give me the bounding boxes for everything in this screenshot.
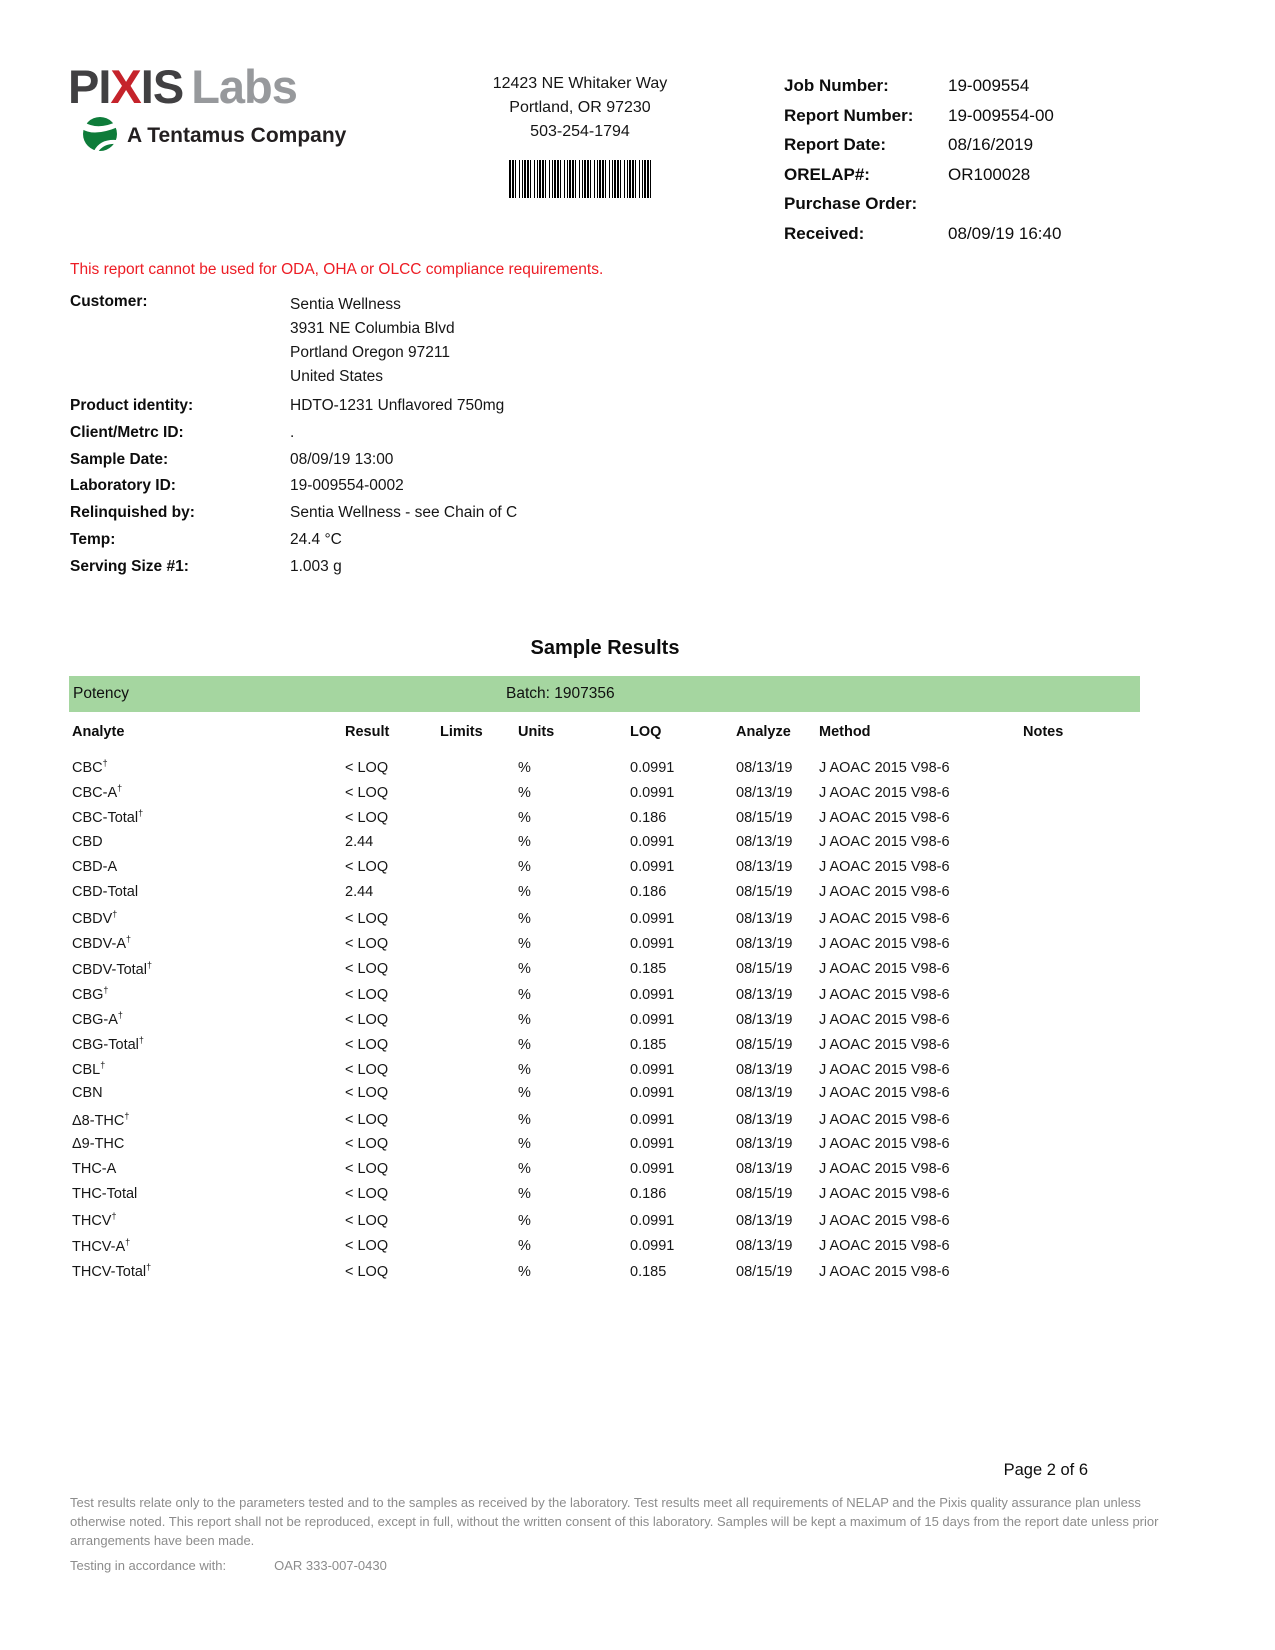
sample-detail-value: 08/09/19 13:00 xyxy=(290,450,394,468)
method-cell: J AOAC 2015 V98-6 xyxy=(819,833,950,850)
loq-cell: 0.0991 xyxy=(630,759,675,776)
loq-cell: 0.0991 xyxy=(630,910,675,927)
units-cell: % xyxy=(518,1135,531,1152)
units-cell: % xyxy=(518,1161,531,1177)
method-cell: J AOAC 2015 V98-6 xyxy=(819,785,950,802)
method-cell: J AOAC 2015 V98-6 xyxy=(819,1085,950,1102)
result-cell: < LOQ xyxy=(345,1036,389,1053)
table-row xyxy=(69,783,1140,808)
loq-cell: 0.0991 xyxy=(630,936,675,953)
dagger-mark: † xyxy=(102,758,108,768)
analyte-cell: CBC-Total† xyxy=(72,808,144,827)
method-cell: J AOAC 2015 V98-6 xyxy=(819,1011,950,1028)
result-cell: < LOQ xyxy=(345,1062,389,1079)
method-cell: J AOAC 2015 V98-6 xyxy=(819,810,950,827)
sample-detail-label: Sample Date: xyxy=(70,450,169,468)
table-row xyxy=(69,960,1140,985)
loq-cell: 0.0991 xyxy=(630,858,675,875)
dagger-mark: † xyxy=(146,959,152,970)
analyze-cell: 08/13/19 xyxy=(736,1062,793,1079)
analyze-cell: 08/13/19 xyxy=(736,936,793,953)
result-cell: < LOQ xyxy=(345,986,389,1003)
result-cell: < LOQ xyxy=(345,858,389,875)
analyze-cell: 08/13/19 xyxy=(736,1112,793,1129)
loq-cell: 0.186 xyxy=(630,883,667,900)
analyze-cell: 08/15/19 xyxy=(736,1036,793,1053)
report-meta-value: 08/09/19 16:40 xyxy=(948,223,1062,243)
column-header: Analyte xyxy=(72,724,125,740)
analyte-cell: THC-Total xyxy=(72,1186,138,1203)
method-cell: J AOAC 2015 V98-6 xyxy=(819,1036,950,1053)
loq-cell: 0.0991 xyxy=(630,833,675,850)
report-meta-label: Report Number: xyxy=(784,105,914,125)
units-cell: % xyxy=(518,1186,531,1203)
table-row xyxy=(69,884,1140,909)
dagger-mark: † xyxy=(100,1060,106,1071)
dagger-mark: † xyxy=(125,1236,131,1247)
analyte-cell: CBD xyxy=(72,833,103,850)
analyze-cell: 08/13/19 xyxy=(736,1011,793,1028)
section-label: Potency xyxy=(73,685,130,702)
potency-section-bar xyxy=(69,676,1140,712)
result-cell: < LOQ xyxy=(345,1213,389,1230)
result-cell: < LOQ xyxy=(345,936,389,953)
units-cell: % xyxy=(518,759,531,776)
footer-disclaimer: Test results relate only to the parameters tested and to the samples as received by the laboratory. Test results meet all requirements of NELAP and the Pixis quality assurance plan unless otherwise noted. This report shall not be reproduced, except in full, without the written consent of this laboratory. Samples will be kept a maximum of 15 days from the report date unless prior arrangements have been made. xyxy=(70,1495,1159,1548)
method-cell: J AOAC 2015 V98-6 xyxy=(819,986,950,1003)
analyte-cell: CBN xyxy=(72,1085,103,1102)
results-table-header xyxy=(69,724,1140,750)
analyze-cell: 08/15/19 xyxy=(736,810,793,827)
sample-detail-value: 24.4 °C xyxy=(290,530,342,548)
loq-cell: 0.0991 xyxy=(630,1112,675,1129)
table-row xyxy=(69,934,1140,959)
sample-detail-label: Temp: xyxy=(70,530,116,548)
dagger-mark: † xyxy=(138,808,144,819)
result-cell: < LOQ xyxy=(345,961,389,978)
method-cell: J AOAC 2015 V98-6 xyxy=(819,883,950,900)
customer-address xyxy=(290,293,455,389)
column-header: Result xyxy=(345,724,390,740)
loq-cell: 0.185 xyxy=(630,1263,667,1280)
loq-cell: 0.0991 xyxy=(630,1213,675,1230)
analyze-cell: 08/15/19 xyxy=(736,1263,793,1280)
result-cell: < LOQ xyxy=(345,1011,389,1028)
report-meta-value: 19-009554 xyxy=(948,76,1030,95)
method-cell: J AOAC 2015 V98-6 xyxy=(819,1161,950,1177)
loq-cell: 0.0991 xyxy=(630,1161,675,1177)
sample-detail-value: 19-009554-0002 xyxy=(290,477,404,495)
report-meta-row xyxy=(784,194,1184,215)
report-meta-label: ORELAP#: xyxy=(784,164,870,184)
loq-cell: 0.0991 xyxy=(630,1062,675,1079)
sample-detail-row xyxy=(70,558,517,585)
logo-pi: PI xyxy=(68,60,111,113)
dagger-mark: † xyxy=(138,1035,144,1046)
loq-cell: 0.0991 xyxy=(630,1011,675,1028)
result-cell: < LOQ xyxy=(345,1263,389,1280)
method-cell: J AOAC 2015 V98-6 xyxy=(819,858,950,875)
report-meta-row xyxy=(784,76,1184,97)
units-cell: % xyxy=(518,1011,531,1028)
customer-address-line: United States xyxy=(290,368,384,385)
compliance-notice: This report cannot be used for ODA, OHA or OLCC compliance requirements. xyxy=(70,261,604,278)
result-cell: 2.44 xyxy=(345,833,374,850)
lab-address-line: 503-254-1794 xyxy=(530,123,630,140)
tagline-text: A Tentamus Company xyxy=(127,123,347,147)
units-cell: % xyxy=(518,1213,531,1230)
analyze-cell: 08/13/19 xyxy=(736,1135,793,1152)
dagger-mark: † xyxy=(112,909,118,920)
units-cell: % xyxy=(518,986,531,1003)
column-header: Analyze xyxy=(736,724,791,740)
sample-detail-label: Laboratory ID: xyxy=(70,477,176,495)
loq-cell: 0.185 xyxy=(630,961,667,978)
analyte-cell: THCV-A† xyxy=(72,1236,131,1255)
units-cell: % xyxy=(518,1263,531,1280)
method-cell: J AOAC 2015 V98-6 xyxy=(819,759,950,776)
loq-cell: 0.0991 xyxy=(630,986,675,1003)
units-cell: % xyxy=(518,858,531,875)
result-cell: < LOQ xyxy=(345,1112,389,1129)
report-meta-row xyxy=(784,224,1184,245)
result-cell: < LOQ xyxy=(345,1085,389,1102)
method-cell: J AOAC 2015 V98-6 xyxy=(819,1263,950,1280)
method-cell: J AOAC 2015 V98-6 xyxy=(819,910,950,927)
sample-detail-row xyxy=(70,451,517,478)
analyze-cell: 08/15/19 xyxy=(736,1186,793,1203)
page-number: Page 2 of 6 xyxy=(1003,1461,1088,1479)
analyte-cell: Δ9-THC xyxy=(72,1135,125,1152)
analyze-cell: 08/13/19 xyxy=(736,785,793,802)
testing-value: OAR 333-007-0430 xyxy=(274,1558,387,1573)
method-cell: J AOAC 2015 V98-6 xyxy=(819,1186,950,1203)
table-row xyxy=(69,1111,1140,1136)
units-cell: % xyxy=(518,961,531,978)
pixis-labs-logo xyxy=(68,62,346,158)
analyze-cell: 08/13/19 xyxy=(736,1085,793,1102)
analyte-cell: THCV-Total† xyxy=(72,1261,152,1280)
method-cell: J AOAC 2015 V98-6 xyxy=(819,1213,950,1230)
analyze-cell: 08/13/19 xyxy=(736,759,793,776)
units-cell: % xyxy=(518,1036,531,1053)
report-meta-row xyxy=(784,106,1184,127)
report-meta-block xyxy=(784,76,1184,254)
result-cell: < LOQ xyxy=(345,785,389,802)
result-cell: 2.44 xyxy=(345,883,374,900)
leaf-icon xyxy=(80,113,120,158)
table-row xyxy=(69,909,1140,934)
lab-address-block xyxy=(430,72,730,198)
sample-detail-value: Sentia Wellness - see Chain of C xyxy=(290,504,518,522)
dagger-mark: † xyxy=(117,1009,123,1020)
dagger-mark: † xyxy=(146,1261,152,1272)
analyte-cell: CBG-A† xyxy=(72,1009,123,1028)
column-header: Notes xyxy=(1023,724,1064,740)
report-meta-label: Received: xyxy=(784,223,865,243)
units-cell: % xyxy=(518,1238,531,1255)
units-cell: % xyxy=(518,936,531,953)
method-cell: J AOAC 2015 V98-6 xyxy=(819,1112,950,1129)
column-header: Limits xyxy=(440,724,483,740)
testing-label: Testing in accordance with: xyxy=(70,1558,227,1573)
analyte-cell: CBG† xyxy=(72,984,109,1003)
logo-is: IS xyxy=(140,60,184,113)
sample-details-block xyxy=(70,397,517,585)
customer-label: Customer: xyxy=(70,293,148,310)
lab-address-line: Portland, OR 97230 xyxy=(509,99,651,116)
table-row xyxy=(69,1237,1140,1262)
table-row xyxy=(69,1136,1140,1161)
dagger-mark: † xyxy=(103,984,109,995)
units-cell: % xyxy=(518,1085,531,1102)
report-meta-value: OR100028 xyxy=(948,164,1031,184)
report-meta-label: Purchase Order: xyxy=(784,194,918,214)
sample-detail-label: Product identity: xyxy=(70,397,194,414)
result-cell: < LOQ xyxy=(345,910,389,927)
table-row xyxy=(69,1262,1140,1287)
customer-address-line: Sentia Wellness xyxy=(290,296,401,313)
results-table xyxy=(69,724,1140,1287)
table-row xyxy=(69,834,1140,859)
units-cell: % xyxy=(518,883,531,900)
lab-address-line: 12423 NE Whitaker Way xyxy=(492,75,668,92)
sample-detail-value: HDTO-1231 Unflavored 750mg xyxy=(290,397,505,414)
logo-x: X xyxy=(110,60,141,113)
analyte-cell: THCV† xyxy=(72,1211,117,1230)
dagger-mark: † xyxy=(126,934,132,945)
analyze-cell: 08/13/19 xyxy=(736,1161,793,1177)
analyze-cell: 08/13/19 xyxy=(736,1238,793,1255)
table-row xyxy=(69,1035,1140,1060)
sample-detail-row xyxy=(70,504,517,531)
method-cell: J AOAC 2015 V98-6 xyxy=(819,936,950,953)
sample-detail-label: Client/Metrc ID: xyxy=(70,423,184,441)
logo-labs: Labs xyxy=(191,60,297,113)
analyte-cell: CBC-A† xyxy=(72,783,123,802)
table-row xyxy=(69,985,1140,1010)
customer-address-line: Portland Oregon 97211 xyxy=(290,344,450,361)
units-cell: % xyxy=(518,1062,531,1079)
sample-results-title: Sample Results xyxy=(530,637,680,659)
table-row xyxy=(69,1010,1140,1035)
customer-block xyxy=(70,293,455,389)
barcode-image xyxy=(509,160,651,198)
analyte-cell: THC-A xyxy=(72,1161,117,1177)
sample-detail-row xyxy=(70,531,517,558)
method-cell: J AOAC 2015 V98-6 xyxy=(819,1238,950,1255)
analyte-cell: CBD-A xyxy=(72,858,118,875)
loq-cell: 0.0991 xyxy=(630,1135,675,1152)
loq-cell: 0.0991 xyxy=(630,785,675,802)
result-cell: < LOQ xyxy=(345,759,389,776)
report-meta-row xyxy=(784,165,1184,186)
table-row xyxy=(69,1161,1140,1186)
dagger-mark: † xyxy=(124,1110,130,1121)
analyte-cell: CBL† xyxy=(72,1060,106,1079)
report-meta-label: Job Number: xyxy=(784,76,889,95)
loq-cell: 0.186 xyxy=(630,810,667,827)
analyte-cell: CBDV-Total† xyxy=(72,959,152,978)
table-row xyxy=(69,1060,1140,1085)
dagger-mark: † xyxy=(111,1211,117,1222)
table-row xyxy=(69,758,1140,783)
units-cell: % xyxy=(518,1112,531,1129)
sample-detail-row xyxy=(70,397,517,424)
results-table-body xyxy=(69,758,1140,1287)
loq-cell: 0.0991 xyxy=(630,1085,675,1102)
column-header: LOQ xyxy=(630,724,662,740)
result-cell: < LOQ xyxy=(345,1135,389,1152)
report-meta-label: Report Date: xyxy=(784,135,887,155)
logo-tagline xyxy=(80,113,346,158)
logo-wordmark xyxy=(68,62,346,111)
analyte-cell: CBC† xyxy=(72,758,108,776)
result-cell: < LOQ xyxy=(345,1161,389,1177)
table-row xyxy=(69,1085,1140,1110)
customer-address-line: 3931 NE Columbia Blvd xyxy=(290,320,455,337)
analyte-cell: CBDV-A† xyxy=(72,934,132,953)
method-cell: J AOAC 2015 V98-6 xyxy=(819,1135,950,1152)
table-row xyxy=(69,859,1140,884)
analyze-cell: 08/15/19 xyxy=(736,961,793,978)
analyze-cell: 08/13/19 xyxy=(736,858,793,875)
result-cell: < LOQ xyxy=(345,1186,389,1203)
sample-detail-label: Serving Size #1: xyxy=(70,557,189,575)
report-meta-row xyxy=(784,135,1184,156)
loq-cell: 0.186 xyxy=(630,1186,667,1203)
analyze-cell: 08/13/19 xyxy=(736,833,793,850)
analyte-cell: CBD-Total xyxy=(72,883,139,900)
analyte-cell: CBDV† xyxy=(72,909,118,927)
units-cell: % xyxy=(518,833,531,850)
analyte-cell: CBG-Total† xyxy=(72,1035,144,1053)
result-cell: < LOQ xyxy=(345,1238,389,1255)
analyze-cell: 08/15/19 xyxy=(736,883,793,900)
sample-detail-value: 1.003 g xyxy=(290,557,342,575)
units-cell: % xyxy=(518,785,531,802)
testing-accordance xyxy=(70,1558,387,1573)
report-meta-value: 08/16/2019 xyxy=(948,135,1034,155)
method-cell: J AOAC 2015 V98-6 xyxy=(819,1062,950,1079)
analyze-cell: 08/13/19 xyxy=(736,910,793,927)
table-row xyxy=(69,1211,1140,1236)
result-cell: < LOQ xyxy=(345,810,389,827)
column-header: Units xyxy=(518,724,555,740)
loq-cell: 0.185 xyxy=(630,1036,667,1053)
dagger-mark: † xyxy=(117,783,123,794)
table-row xyxy=(69,1186,1140,1211)
sample-detail-label: Relinquished by: xyxy=(70,504,195,522)
sample-detail-row xyxy=(70,477,517,504)
sample-detail-row xyxy=(70,424,517,451)
analyze-cell: 08/13/19 xyxy=(736,1213,793,1230)
loq-cell: 0.0991 xyxy=(630,1238,675,1255)
report-meta-value: 19-009554-00 xyxy=(948,105,1054,125)
column-header: Method xyxy=(819,724,871,740)
units-cell: % xyxy=(518,910,531,927)
units-cell: % xyxy=(518,810,531,827)
analyze-cell: 08/13/19 xyxy=(736,986,793,1003)
batch-label: Batch: 1907356 xyxy=(506,685,615,702)
lab-address xyxy=(430,72,730,144)
table-row xyxy=(69,808,1140,833)
method-cell: J AOAC 2015 V98-6 xyxy=(819,961,950,978)
analyte-cell: Δ8-THC† xyxy=(72,1110,130,1129)
sample-detail-value: . xyxy=(290,423,295,441)
